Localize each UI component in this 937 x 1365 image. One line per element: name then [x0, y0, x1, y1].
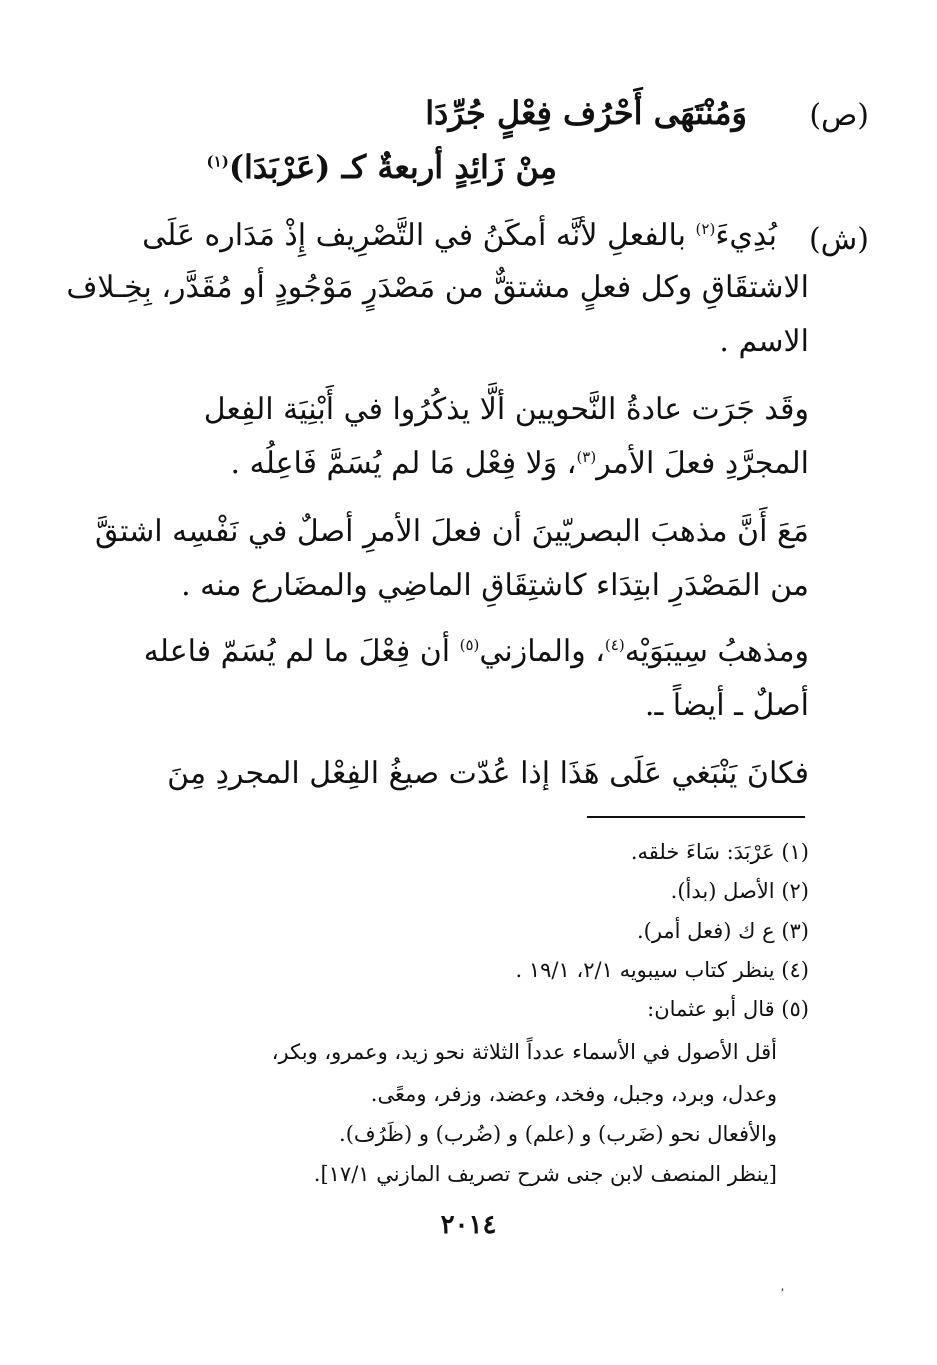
footnote-ref-5: (٥) [459, 636, 480, 654]
footnote-ref-4: (٤) [604, 636, 625, 654]
page-number: ٢٠١٤ [440, 1210, 497, 1240]
footnote-ref-3: (٣) [576, 448, 597, 466]
commentary-line: الاسم . [719, 324, 809, 359]
commentary-text: بُدِيءَ [715, 218, 777, 253]
commentary-line: من المَصْدَرِ ابتِدَاء كاشتِقَاقِ الماضِي والمضَارع منه . [181, 568, 809, 603]
commentary-text: ، وَلا فِعْل مَا لم يُسَمَّ فَاعِلُه . [230, 446, 577, 481]
commentary-line: أصلٌ ـ أيضاً ـ. [644, 688, 809, 723]
footnote-5-quote-line: وعدل، وبرد، وجبل، وفخد، وعضد، وزفر، ومعًى. [370, 1082, 777, 1106]
commentary-line [142, 218, 777, 253]
footnote-5-quote-line: أقل الأصول في الأسماء عدداً الثلاثة نحو زيد، وعمرو، وبكر، [271, 1040, 777, 1064]
footnote-2: (٢) الأصل (بدأ). [670, 879, 809, 903]
commentary-text: بالفعلِ لأنَّه أمكَنُ في التَّصْرِيف إِذْ مَدَاره عَلَى [142, 218, 696, 253]
commentary-line [231, 446, 809, 481]
footnote-5-quote-line: والأفعال نحو (ضَرب) و (علم) و (ضُرب) و (ظَرُف). [339, 1122, 777, 1146]
commentary-text: المجرَّدِ فعلَ الأمر [596, 446, 809, 481]
footnote-3: (٣) ع ك (فعل أمر). [636, 919, 809, 943]
verse-label: (ص) [809, 98, 869, 133]
footnote-4: (٤) ينظر كتاب سيبويه ٢/١، ١٩/١ . [515, 958, 809, 982]
footnote-5-quote-line: [ينظر المنصف لابن جنى شرح تصريف المازني ١٧/١]. [313, 1162, 777, 1186]
commentary-line: وقَد جَرَت عادةُ النَّحويين ألَّا يذكُرُوا في أَبْنِيَة الفِعل [203, 392, 809, 427]
commentary-line: فكانَ يَنْبَغي عَلَى هَذَا إذا عُدّت صيغُ الفِعْل المجردِ مِنَ [167, 756, 809, 791]
commentary-text: ، والمازني [479, 634, 605, 669]
footnote-ref-2: (٢) [695, 220, 716, 238]
commentary-line: مَعَ أَنَّ مذهبَ البصريّينَ أن فعلَ الأمرِ أصلٌ في نَفْسِه اشتقَّ [95, 514, 809, 549]
footnote-5: (٥) قال أبو عثمان: [647, 997, 809, 1021]
commentary-label: (ش) [808, 222, 869, 257]
commentary-text: ومذهبُ سِيبَوَيْه [624, 634, 809, 669]
footnote-ref-1: (١) [206, 152, 229, 171]
footnote-1: (١) عَرْبَدَ: سَاءَ خلقه. [630, 840, 809, 864]
footnote-separator [587, 816, 805, 818]
commentary-line: الاشتقَاقِ وكل فعلٍ مشتقٌّ من مَصْدَرٍ مَوْجُودٍ أو مُقَدَّر، بِخِـلاف [66, 270, 809, 305]
verse-line-2 [207, 148, 557, 186]
commentary-line [144, 634, 809, 669]
commentary-text: أن فِعْلَ ما لم يُسَمّ فاعله [143, 634, 460, 669]
verse-line-1: وَمُنْتَهَى أَحْرُف فِعْلٍ جُرِّدَا [425, 94, 747, 132]
verse-line-2-text: مِنْ زَائِدٍ أربعةٌ كـ (عَرْبَدَا) [228, 148, 557, 186]
